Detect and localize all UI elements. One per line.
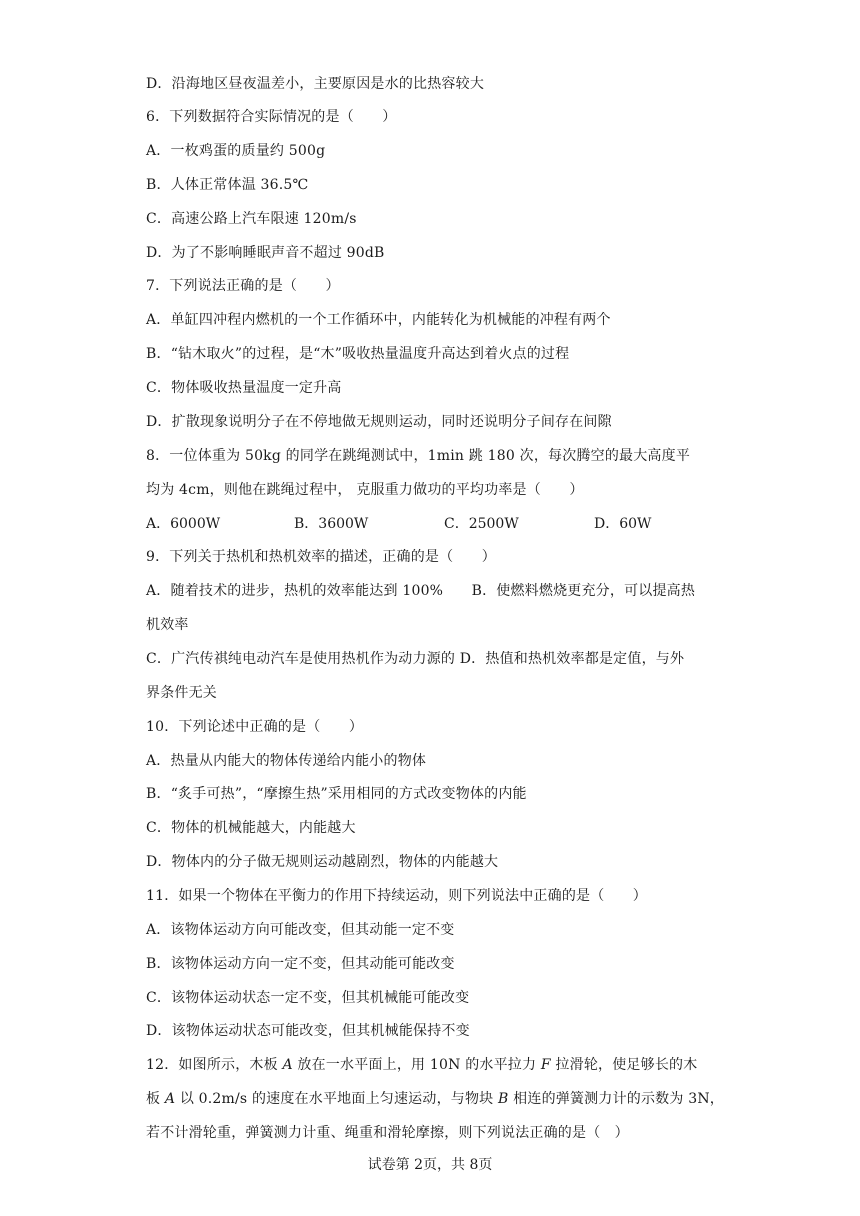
q10-option-d: D．物体内的分子做无规则运动越剧烈，物体的内能越大	[146, 854, 499, 870]
q12-text: 相连的弹簧测力计的示数为 3N，	[508, 1091, 724, 1107]
q12-text: 板	[146, 1091, 165, 1107]
q8-option-a: A．6000W	[146, 516, 221, 532]
q7-option-b: B．“钻木取火”的过程，是“木”吸收热量温度升高达到着火点的过程	[146, 346, 570, 362]
q10-stem: 10．下列论述中正确的是（ ）	[146, 719, 364, 735]
q10-option-a: A．热量从内能大的物体传递给内能小的物体	[146, 753, 427, 769]
q12-var-a: A	[282, 1057, 293, 1073]
q9-stem: 9．下列关于热机和热机效率的描述，正确的是（ ）	[146, 549, 496, 565]
q8-option-c: C．2500W	[444, 516, 519, 532]
q11-option-d: D．该物体运动状态可能改变，但其机械能保持不变	[146, 1023, 470, 1039]
q12-text: 放在一水平面上，用 10N 的水平拉力	[292, 1057, 541, 1073]
q12-text: 12．如图所示，木板	[146, 1057, 283, 1073]
q6-stem: 6．下列数据符合实际情况的是（ ）	[146, 109, 397, 125]
q9-options-line2: 机效率	[146, 617, 189, 633]
q6-option-b: B．人体正常体温 36.5℃	[146, 177, 309, 193]
q12-stem-line1	[146, 1055, 697, 1075]
q12-stem-line3: 若不计滑轮重，弹簧测力计重、绳重和滑轮摩擦，则下列说法正确的是（ ）	[146, 1125, 629, 1141]
q7-option-d: D．扩散现象说明分子在不停地做无规则运动，同时还说明分子间存在间隙	[146, 414, 612, 430]
q8-option-b: B．3600W	[294, 516, 369, 532]
q12-var-f: F	[540, 1057, 551, 1073]
q8-stem-line1: 8．一位体重为 50kg 的同学在跳绳测试中，1min 跳 180 次，每次腾空的最大高度平	[146, 448, 691, 464]
q12-text: 以 0.2m/s 的速度在水平地面上匀速运动，与物块	[175, 1091, 499, 1107]
q11-option-a: A．该物体运动方向可能改变，但其动能一定不变	[146, 922, 455, 938]
q11-option-b: B．该物体运动方向一定不变，但其动能可能改变	[146, 956, 455, 972]
q12-var-a: A	[164, 1091, 176, 1107]
q11-stem: 11．如果一个物体在平衡力的作用下持续运动，则下列说法中正确的是（ ）	[146, 888, 648, 904]
q6-option-d: D．为了不影响睡眠声音不超过 90dB	[146, 245, 385, 261]
page-footer: 试卷第 2页，共 8页	[367, 1157, 493, 1173]
q11-option-c: C．该物体运动状态一定不变，但其机械能可能改变	[146, 990, 470, 1006]
q9-options-line4: 界条件无关	[146, 685, 217, 701]
q9-options-line1: A．随着技术的进步，热机的效率能达到 100% B．使燃料燃烧更充分，可以提高热	[146, 583, 696, 599]
q7-option-c: C．物体吸收热量温度一定升高	[146, 380, 342, 396]
q6-option-a: A．一枚鸡蛋的质量约 500g	[146, 143, 326, 159]
q7-stem: 7．下列说法正确的是（ ）	[146, 278, 340, 294]
q12-stem-line2	[146, 1089, 724, 1109]
q9-options-line3: C．广汽传祺纯电动汽车是使用热机作为动力源的 D．热值和热机效率都是定值，与外	[146, 651, 685, 667]
q8-stem-line2: 均为 4cm，则他在跳绳过程中， 克服重力做功的平均功率是（ ）	[146, 482, 584, 498]
q8-option-d: D．60W	[594, 516, 652, 532]
q10-option-c: C．物体的机械能越大，内能越大	[146, 820, 356, 836]
q5-option-d: D．沿海地区昼夜温差小，主要原因是水的比热容较大	[146, 76, 485, 92]
q6-option-c: C．高速公路上汽车限速 120m/s	[146, 211, 357, 227]
q7-option-a: A．单缸四冲程内燃机的一个工作循环中，内能转化为机械能的冲程有两个	[146, 312, 611, 328]
q12-var-b: B	[498, 1091, 509, 1107]
q12-text: 拉滑轮，使足够长的木	[550, 1057, 698, 1073]
q10-option-b: B．“炙手可热”，“摩擦生热”采用相同的方式改变物体的内能	[146, 786, 527, 802]
